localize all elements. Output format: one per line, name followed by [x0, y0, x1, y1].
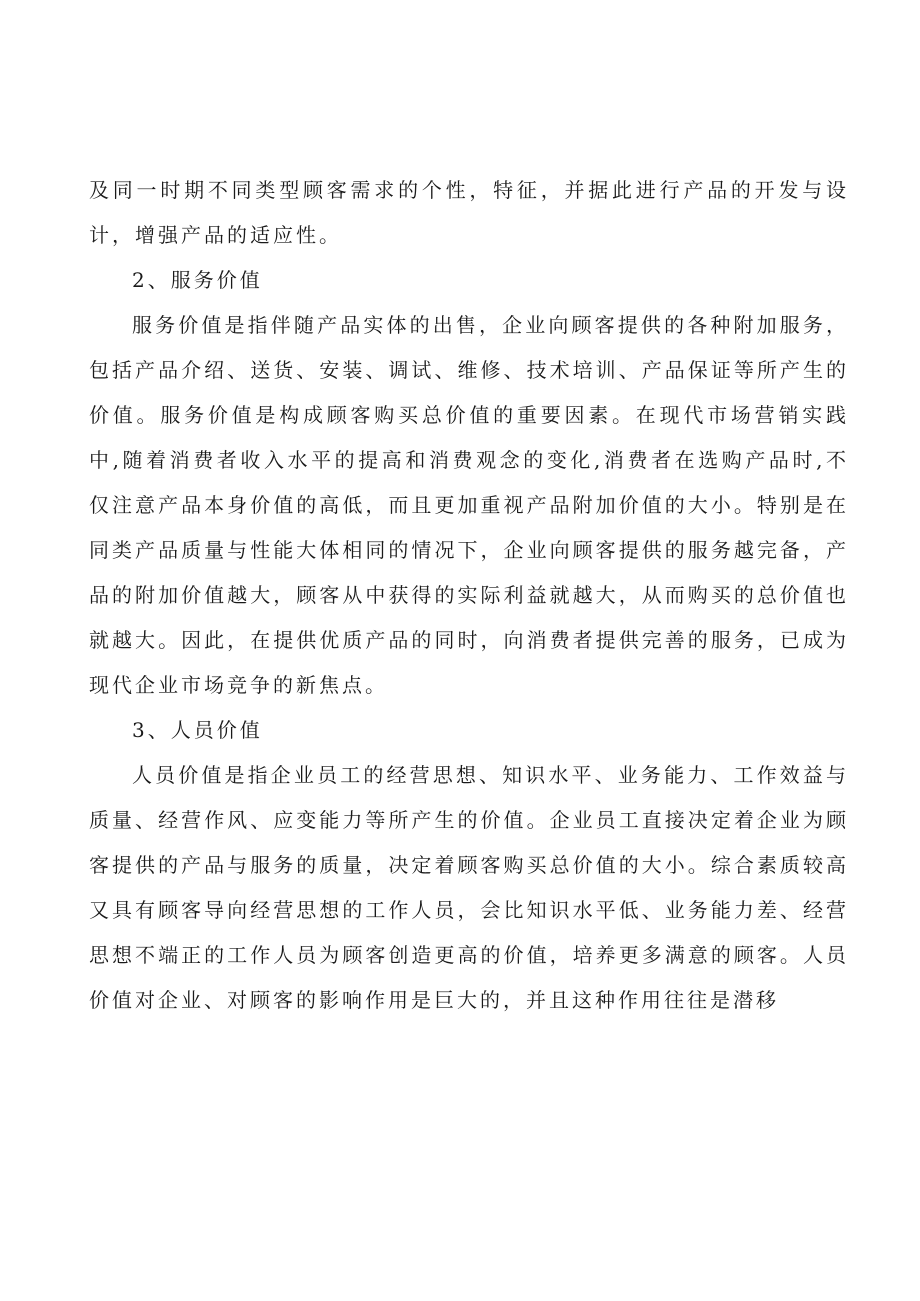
section-heading-service-value: 2、服务价值 [132, 268, 263, 292]
paragraph-personnel-value: 人员价值是指企业员工的经营思想、知识水平、业务能力、工作效益与质量、经营作风、应变能力等所产生的价值。企业员工直接决定着企业为顾客提供的产品与服务的质量，决定着顾客购买总价值的大小。综合素质较高又具有顾客导向经营思想的工作人员，会比知识水平低、业务能力差、经营思想不端正的工作人员为顾客创造更高的价值，培养更多满意的顾客。人员价值对企业、对顾客的影响作用是巨大的，并且这种作用往往是潜移 [89, 763, 849, 1012]
document-body [89, 168, 849, 1023]
paragraph-service-value: 服务价值是指伴随产品实体的出售，企业向顾客提供的各种附加服务，包括产品介绍、送货、安装、调试、维修、技术培训、产品保证等所产生的价值。服务价值是构成顾客购买总价值的重要因素。在现代市场营销实践中,随着消费者收入水平的提高和消费观念的变化,消费者在选购产品时,不仅注意产品本身价值的高低，而且更加重视产品附加价值的大小。特别是在同类产品质量与性能大体相同的情况下，企业向顾客提供的服务越完备，产品的附加价值越大，顾客从中获得的实际利益就越大，从而购买的总价值也就越大。因此，在提供优质产品的同时，向消费者提供完善的服务，已成为现代企业市场竞争的新焦点。 [89, 313, 849, 697]
section-heading-personnel-value: 3、人员价值 [132, 718, 263, 742]
paragraph-continuation: 及同一时期不同类型顾客需求的个性，特征，并据此进行产品的开发与设计，增强产品的适应性。 [89, 178, 849, 247]
